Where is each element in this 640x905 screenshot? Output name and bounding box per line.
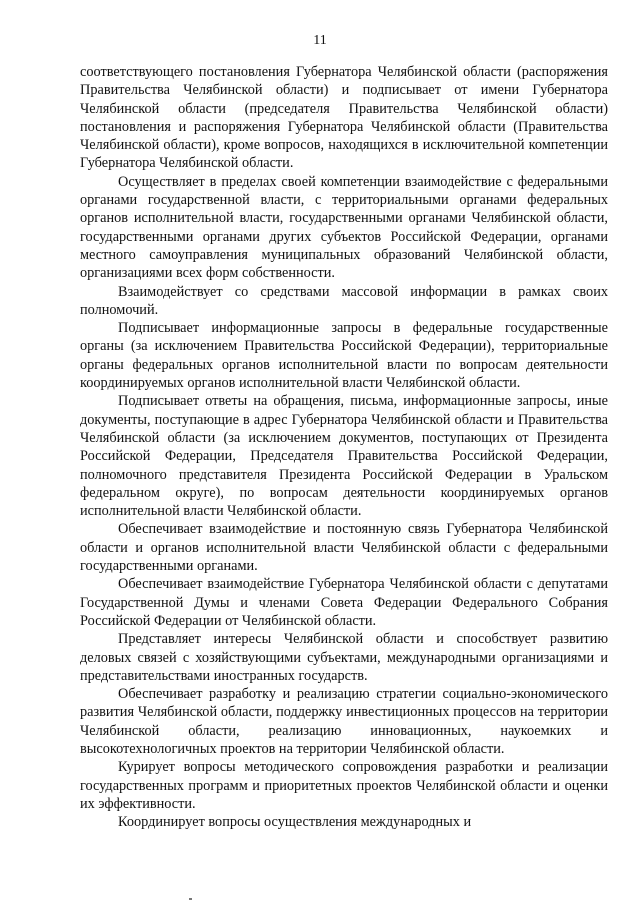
page-number: 11	[313, 33, 327, 48]
paragraph-continuation: соответствующего постановления Губернатора Челябинской области (распоряжения Правительства Челябинской области) и подписывает от имени Губернатора Челябинской области (председателя Правительства Челябинской области) постановления и распоряжения Губернатора Челябинской области (Правительства Челябинской области), кроме вопросов, находящихся в исключительной компетенции Губернатора Челябинской области.	[80, 64, 608, 172]
paragraph-answers-to-appeals: Подписывает ответы на обращения, письма, информационные запросы, иные документы, поступающие в адрес Губернатора Челябинской области и Правительства Челябинской области (за исключением документов, поступающих от Президента Российской Федерации, Председателя Правительства Российской Федерации, полномочного представителя Президента Российской Федерации в Уральском федеральном округе), по вопросам деятельности координируемых органов исполнительной власти Челябинской области.	[80, 393, 608, 520]
document-body	[80, 63, 608, 831]
paragraph-business-relations: Представляет интересы Челябинской области и способствует развитию деловых связей с хозяйствующими субъектами, международными организациями и представительствами иностранных государств.	[80, 631, 608, 684]
paragraph-information-requests: Подписывает информационные запросы в федеральные государственные органы (за исключением Правительства Российской Федерации), территориальные органы федеральных органов исполнительной власти по вопросам деятельности координируемых органов исполнительной власти Челябинской области.	[80, 320, 608, 392]
paragraph-deputies-interaction: Обеспечивает взаимодействие Губернатора Челябинской области с депутатами Государственной Думы и членами Совета Федерации Федерального Собрания Российской Федерации от Челябинской области.	[80, 576, 608, 629]
paragraph-mass-media: Взаимодействует со средствами массовой информации в рамках своих полномочий.	[80, 283, 608, 318]
paragraph-international-relations: Координирует вопросы осуществления международных и	[118, 814, 472, 831]
paragraph-interaction-authorities: Осуществляет в пределах своей компетенции взаимодействие с федеральными органами государственной власти, с территориальными органами федеральных органов исполнительной власти, государственными органами Челябинской области, государственными органами других субъектов Российской Федерации, органами местного самоуправления муниципальных образований Челябинской области, организациями всех форм собственности.	[80, 173, 608, 282]
paragraph-state-programs: Курирует вопросы методического сопровождения разработки и реализации государственных программ и приоритетных проектов Челябинской области и оценки их эффективности.	[80, 759, 608, 812]
scan-speck	[189, 898, 192, 900]
paragraph-development-strategy: Обеспечивает разработку и реализацию стратегии социально-экономического развития Челябинской области, поддержку инвестиционных процессов на территории Челябинской области, реализацию инновационных, наукоемких и высокотехнологичных проектов на территории Челябинской области.	[80, 686, 608, 757]
paragraph-federal-communication: Обеспечивает взаимодействие и постоянную связь Губернатора Челябинской области и органов исполнительной власти Челябинской области с федеральными государственными органами.	[80, 521, 608, 575]
